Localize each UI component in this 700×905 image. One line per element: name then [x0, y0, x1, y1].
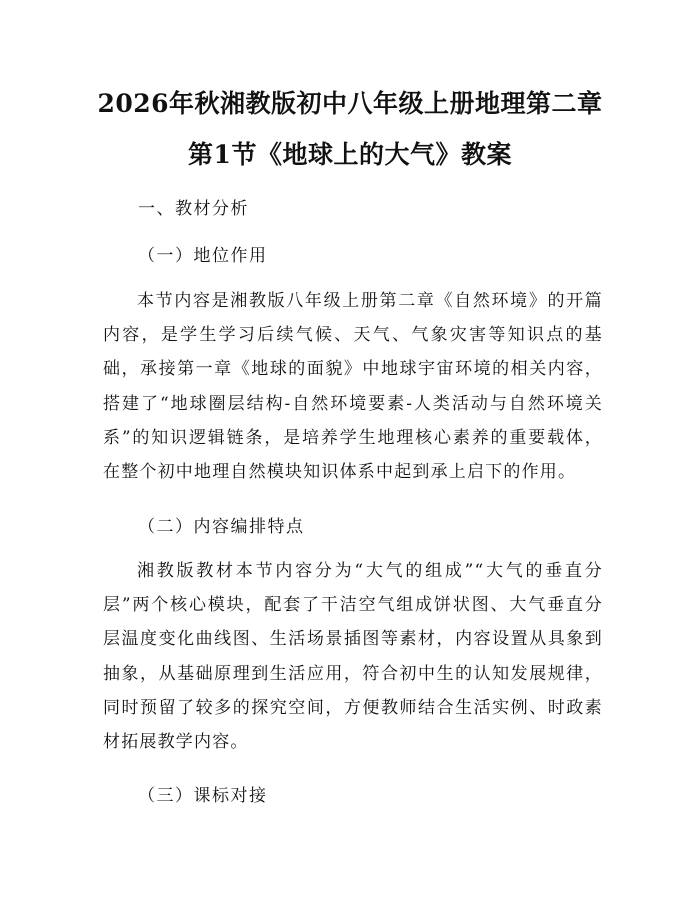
document-title-line-2: 第1节《地球上的大气》教案: [188, 140, 512, 169]
paragraph-position-role: 本节内容是湘教版八年级上册第二章《自然环境》的开篇内容，是学生学习后续气候、天气、气象灾害等知识点的基础，承接第一章《地球的面貌》中地球宇宙环境的相关内容，搭建了“地球圈层结构-自然环境要素-人类活动与自然环境关系”的知识逻辑链条，是培养学生地理核心素养的重要载体，在整个初中地理自然模块知识体系中起到承上启下的作用。: [103, 291, 603, 483]
paragraph-content-arrangement: 湘教版教材本节内容分为“大气的组成”“大气的垂直分层”两个核心模块，配套了干洁空气组成饼状图、大气垂直分层温度变化曲线图、生活场景插图等素材，内容设置从具象到抽象，从基础原理到生活应用，符合初中生的认知发展规律，同时预留了较多的探究空间，方便教师结合生活实例、时政素材拓展教学内容。: [103, 561, 603, 753]
section-heading-teaching-material-analysis: 一、教材分析: [138, 199, 249, 219]
subsection-heading-curriculum-alignment: （三）课标对接: [138, 786, 268, 806]
subsection-heading-content-arrangement: （二）内容编排特点: [138, 517, 305, 537]
subsection-heading-position-role: （一）地位作用: [138, 246, 268, 266]
document-title-line-1: 2026年秋湘教版初中八年级上册地理第二章: [97, 89, 603, 118]
